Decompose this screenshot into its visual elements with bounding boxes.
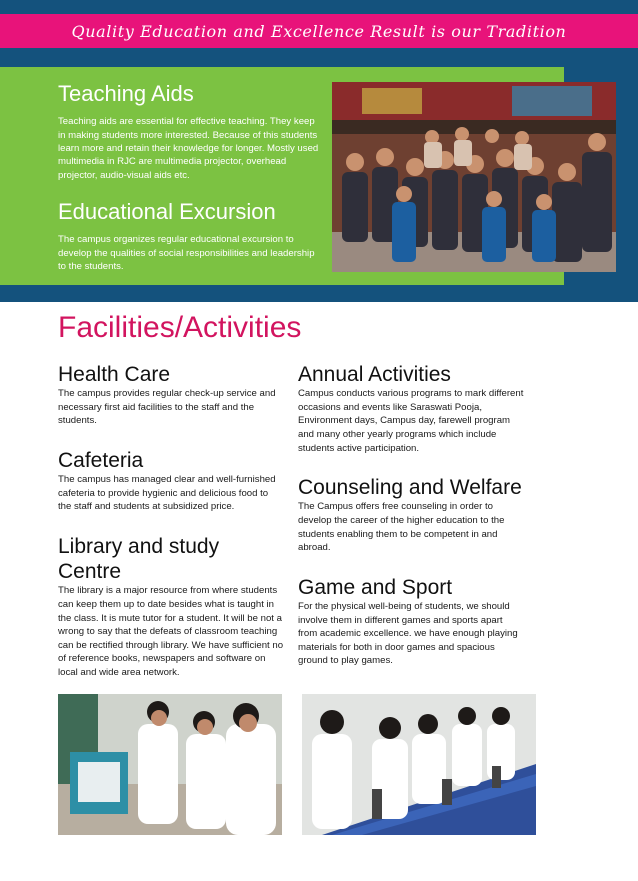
facilities-title: Facilities/Activities [58,311,302,344]
lab-photo-1-illustration [58,694,282,835]
health-care-heading: Health Care [58,363,171,386]
excursion-photo-illustration [332,82,616,272]
facilities-right-column [298,362,524,688]
health-care-text: The campus provides regular check-up service and necessary first aid facilities to the staff and the students. [58,388,276,427]
teaching-aids-heading: Teaching Aids [58,81,194,106]
green-panel-text [58,82,320,292]
excursion-text: The campus organizes regular educational excursion to develop the qualities of social responsibilities and leadership to the students. [58,234,315,273]
annual-activities-heading: Annual Activities [298,363,451,386]
excursion-group-photo [332,82,616,272]
lab-photo-microscopes [302,694,536,835]
annual-activities-text: Campus conducts various programs to mark different occasions and events like Saraswati Pooja, Environment days, Campus day, farewell program and many other yearly programs which include students active participation. [298,388,524,454]
tagline-bar [0,14,638,48]
library-text: The library is a major resource from where students can keep them up to date besides what is taught in the class. It is mute tutor for a student. It will be not a wrong to say that the defeats of classroom teaching can be rectified through library. We have sufficient no of reference books, newspapers and software on local and wide area network. [58,585,284,679]
game-sport-text: For the physical well-being of students, we should involve them in different games and sports apart from academic excellence. we have enough playing materials for both in door games and spacious ground to play games. [298,601,518,667]
cafeteria-text: The campus has managed clear and well-furnished cafeteria to provide hygienic and delicious food to the staff and students at subsidized price. [58,474,276,513]
teaching-aids-text: Teaching aids are essential for effective teaching. They keep in making students more interested. Because of this students learn more and retain their knowledge for longer. Mostly used multimedia in RJC are multimedia projector, overhead projector, audio-visual aids etc. [58,116,319,181]
counseling-heading: Counseling and Welfare [298,476,522,500]
facilities-left-column [58,362,284,700]
excursion-heading: Educational Excursion [58,199,276,225]
cafeteria-heading: Cafeteria [58,449,144,473]
game-sport-heading: Game and Sport [298,575,453,599]
tagline: Quality Education and Excellence Result is our Tradition [71,21,567,41]
library-heading: Library and study Centre [58,535,220,584]
lab-photo-2-illustration [302,694,536,835]
counseling-text: The Campus offers free counseling in order to develop the career of the higher education to the students enabling them to be competent in and abroad. [298,501,505,554]
lab-photo-incubator [58,694,282,835]
